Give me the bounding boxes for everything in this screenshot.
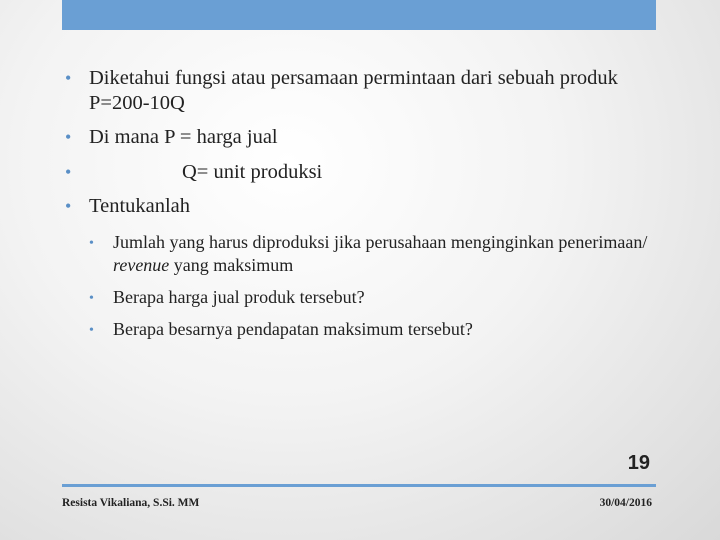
bullet-text: Q= unit produksi (182, 160, 323, 183)
bullet-icon: • (65, 161, 72, 182)
bullet-text: Di mana P = harga jual (89, 126, 278, 148)
bullet-item (62, 160, 652, 185)
sub-bullet-icon: • (89, 322, 94, 338)
top-accent-bar (62, 0, 656, 30)
footer-author: Resista Vikaliana, S.Si. MM (62, 497, 200, 509)
bullet-item (62, 125, 652, 150)
sub-bullet-item (86, 286, 652, 309)
bullet-text: Diketahui fungsi atau persamaan permintaan dari sebuah produk P=200-10Q (89, 67, 618, 114)
page-number: 19 (627, 452, 650, 474)
slide-content (62, 66, 652, 350)
bullet-text: Tentukanlah (89, 195, 191, 217)
bullet-icon: • (65, 127, 72, 147)
sub-bullet-text-end: yang maksimum (169, 254, 294, 275)
sub-bullet-item (86, 231, 652, 277)
bullet-item (62, 66, 652, 115)
sub-bullet-icon: • (89, 290, 94, 306)
bullet-item (62, 194, 652, 219)
sub-bullet-text: Jumlah yang harus diproduksi jika perusahaan menginginkan penerimaan/ (113, 231, 648, 252)
sub-bullet-italic: revenue (113, 254, 170, 275)
sub-bullet-text: Berapa besarnya pendapatan maksimum tersebut? (113, 318, 473, 339)
sub-bullet-list (62, 231, 652, 341)
bullet-icon: • (65, 196, 72, 216)
footer-divider (62, 484, 656, 487)
sub-bullet-icon: • (89, 235, 94, 251)
sub-bullet-text: Berapa harga jual produk tersebut? (113, 286, 365, 307)
footer-date: 30/04/2016 (599, 497, 652, 509)
bullet-icon: • (65, 68, 72, 88)
sub-bullet-item (86, 318, 652, 341)
